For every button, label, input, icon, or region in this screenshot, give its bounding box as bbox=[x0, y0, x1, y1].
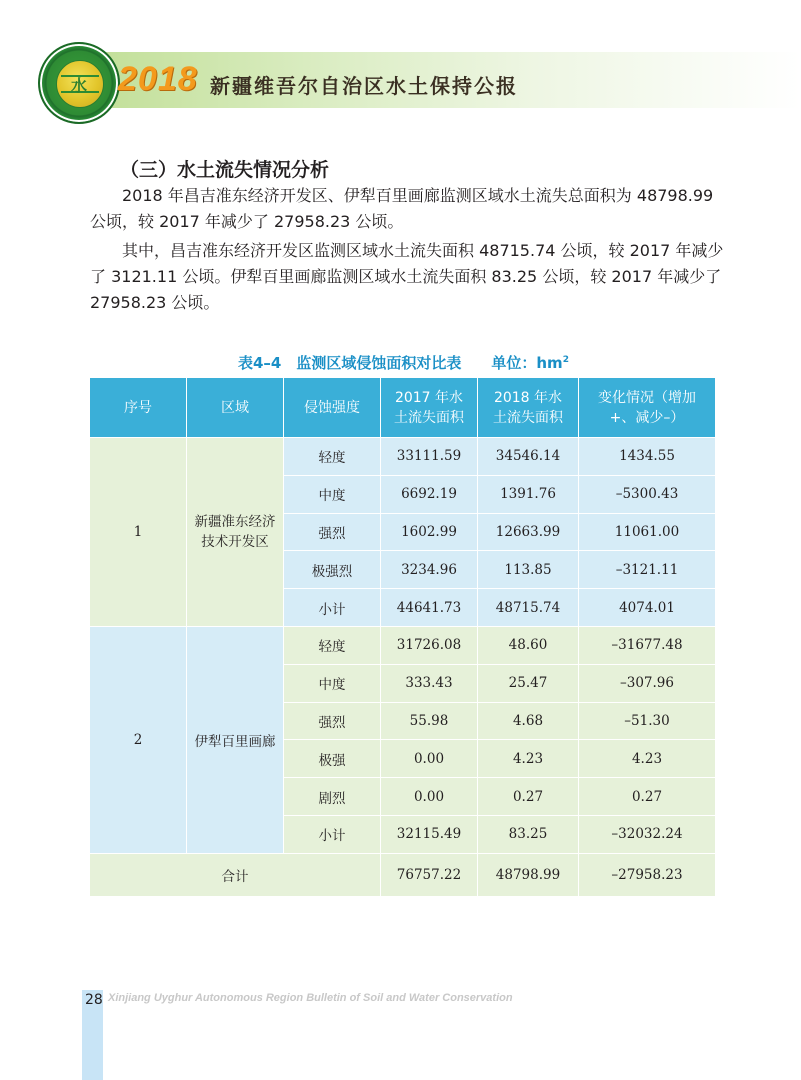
table-title bbox=[238, 352, 569, 373]
g2-r5-2018: 0.27 bbox=[478, 778, 579, 816]
g2-r4-intensity: 极强 bbox=[284, 740, 381, 778]
erosion-comparison-table bbox=[90, 378, 716, 897]
g2-subtotal-2018: 83.25 bbox=[478, 816, 579, 854]
g2-r5-intensity: 剧烈 bbox=[284, 778, 381, 816]
g2-r2-change: –307.96 bbox=[579, 665, 716, 703]
g1-r2-change: –5300.43 bbox=[579, 476, 716, 514]
g1-r2-intensity: 中度 bbox=[284, 476, 381, 514]
header-year: 2018 bbox=[118, 60, 198, 98]
g2-r1-change: –31677.48 bbox=[579, 627, 716, 665]
total-change: –27958.23 bbox=[579, 854, 716, 897]
g1-r1-intensity: 轻度 bbox=[284, 438, 381, 476]
section-title: （三）水土流失情况分析 bbox=[120, 159, 330, 181]
g2-r1-2018: 48.60 bbox=[478, 627, 579, 665]
g2-r1-intensity: 轻度 bbox=[284, 627, 381, 665]
g2-r3-intensity: 强烈 bbox=[284, 703, 381, 741]
g1-r4-intensity: 极强烈 bbox=[284, 551, 381, 589]
group-1-no: 1 bbox=[90, 438, 187, 627]
paragraph-1 bbox=[90, 183, 730, 235]
g2-r4-change: 4.23 bbox=[579, 740, 716, 778]
g1-r2-2017: 6692.19 bbox=[381, 476, 478, 514]
total-2017: 76757.22 bbox=[381, 854, 478, 897]
header-cell-region: 区域 bbox=[187, 378, 284, 438]
bulletin-logo bbox=[38, 42, 120, 124]
unit-superscript: 2 bbox=[562, 355, 569, 365]
group-1-region: 新疆准东经济技术开发区 bbox=[187, 438, 284, 627]
g1-r4-2017: 3234.96 bbox=[381, 551, 478, 589]
total-label: 合计 bbox=[90, 854, 381, 897]
g2-subtotal-2017: 32115.49 bbox=[381, 816, 478, 854]
logo-mark-icon: 水 bbox=[71, 76, 88, 95]
g2-r3-2017: 55.98 bbox=[381, 703, 478, 741]
g2-r3-change: –51.30 bbox=[579, 703, 716, 741]
g1-subtotal-label: 小计 bbox=[284, 589, 381, 627]
header-title: 新疆维吾尔自治区水土保持公报 bbox=[210, 74, 518, 98]
g1-r3-change: 11061.00 bbox=[579, 514, 716, 552]
header-cell-2017: 2017 年水土流失面积 bbox=[381, 378, 478, 438]
g2-r5-change: 0.27 bbox=[579, 778, 716, 816]
table-title-text: 表4–4 监测区域侵蚀面积对比表 单位：hm bbox=[238, 354, 563, 372]
g1-r1-change: 1434.55 bbox=[579, 438, 716, 476]
footer-title: Xinjiang Uyghur Autonomous Region Bulletin of Soil and Water Conservation bbox=[108, 992, 513, 1004]
header-cell-change: 变化情况（增加+、减少–） bbox=[579, 378, 716, 438]
g2-r1-2017: 31726.08 bbox=[381, 627, 478, 665]
header-cell-intensity: 侵蚀强度 bbox=[284, 378, 381, 438]
header-cell-no: 序号 bbox=[90, 378, 187, 438]
g1-r3-2017: 1602.99 bbox=[381, 514, 478, 552]
g2-r4-2018: 4.23 bbox=[478, 740, 579, 778]
paragraph-1-text: 2018 年昌吉准东经济开发区、伊犁百里画廊监测区域水土流失总面积为 48798.99 公顷，较 2017 年减少了 27958.23 公顷。 bbox=[90, 186, 714, 231]
g1-r4-change: –3121.11 bbox=[579, 551, 716, 589]
total-2018: 48798.99 bbox=[478, 854, 579, 897]
g1-r3-2018: 12663.99 bbox=[478, 514, 579, 552]
g2-subtotal-change: –32032.24 bbox=[579, 816, 716, 854]
g2-r4-2017: 0.00 bbox=[381, 740, 478, 778]
g2-r2-2017: 333.43 bbox=[381, 665, 478, 703]
g2-subtotal-label: 小计 bbox=[284, 816, 381, 854]
page-number: 28 bbox=[85, 992, 103, 1008]
group-2-region: 伊犁百里画廊 bbox=[187, 627, 284, 854]
g2-r2-intensity: 中度 bbox=[284, 665, 381, 703]
g1-subtotal-2018: 48715.74 bbox=[478, 589, 579, 627]
g1-r1-2018: 34546.14 bbox=[478, 438, 579, 476]
g1-r1-2017: 33111.59 bbox=[381, 438, 478, 476]
g2-r3-2018: 4.68 bbox=[478, 703, 579, 741]
g1-r3-intensity: 强烈 bbox=[284, 514, 381, 552]
group-2-no: 2 bbox=[90, 627, 187, 854]
paragraph-2 bbox=[90, 238, 730, 316]
g1-r2-2018: 1391.76 bbox=[478, 476, 579, 514]
g2-r2-2018: 25.47 bbox=[478, 665, 579, 703]
g1-r4-2018: 113.85 bbox=[478, 551, 579, 589]
g1-subtotal-2017: 44641.73 bbox=[381, 589, 478, 627]
logo-globe bbox=[56, 60, 104, 108]
g2-r5-2017: 0.00 bbox=[381, 778, 478, 816]
header-cell-2018: 2018 年水土流失面积 bbox=[478, 378, 579, 438]
paragraph-2-text: 其中，昌吉准东经济开发区监测区域水土流失面积 48715.74 公顷，较 2017 年减少了 3121.11 公顷。伊犁百里画廊监测区域水土流失面积 83.25 公顷，较 2017 年减少了 27958.23 公顷。 bbox=[90, 241, 724, 312]
g1-subtotal-change: 4074.01 bbox=[579, 589, 716, 627]
